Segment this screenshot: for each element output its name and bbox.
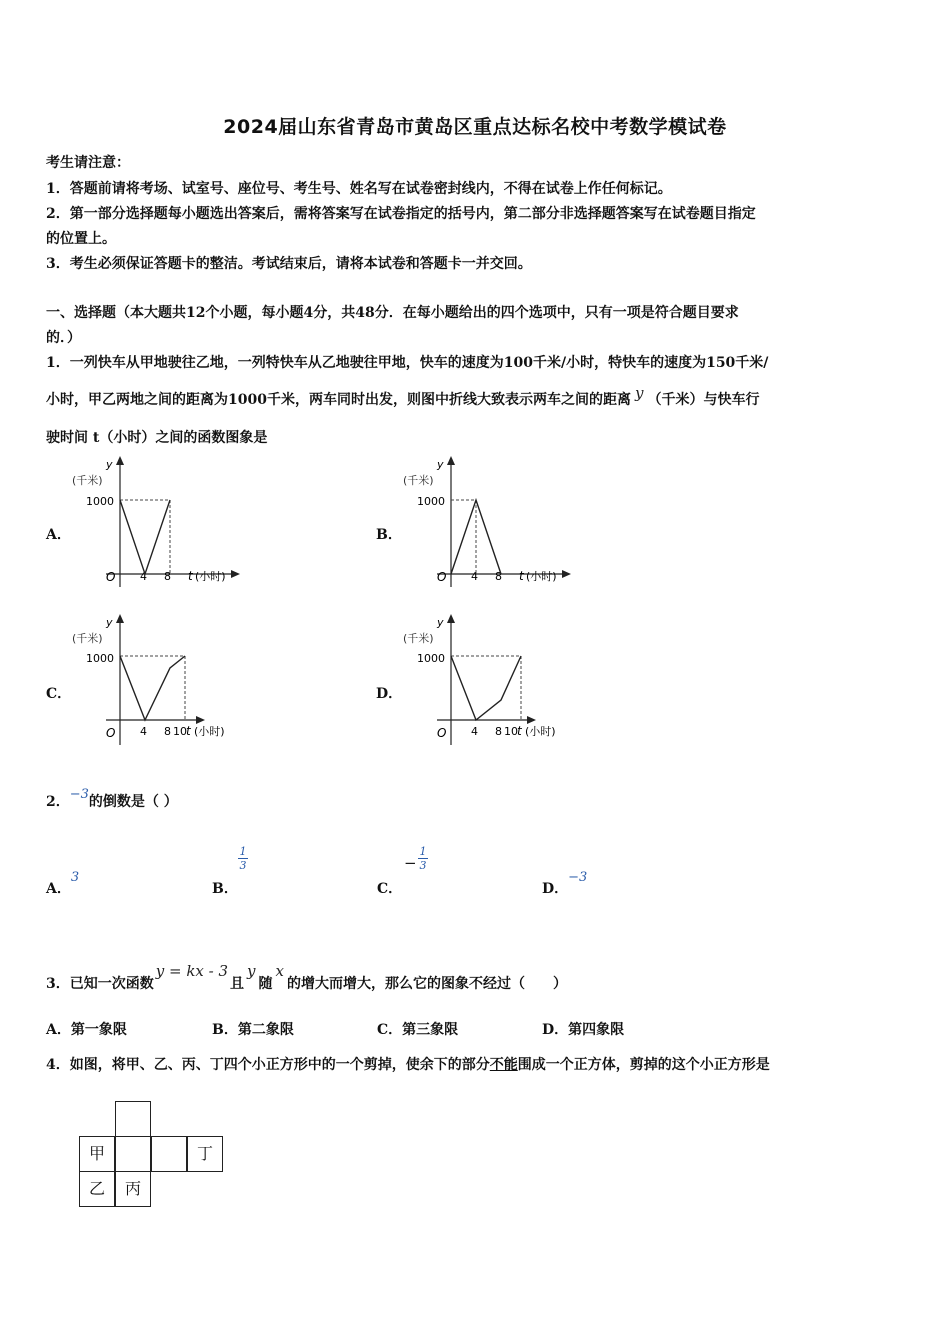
q3-var-x: x (275, 962, 284, 980)
graph-a-y-value: 1000 (86, 495, 114, 508)
notice-item-2-cont: 的位置上。 (46, 231, 116, 247)
graph-d-y-value: 1000 (417, 652, 445, 665)
q3-option-c[interactable]: C．第三象限 (377, 1022, 459, 1038)
graph-a-y-unit: (千米) (72, 474, 103, 487)
graph-d-line (451, 656, 521, 720)
q2-option-c-numerator: 1 (419, 845, 427, 858)
graph-a-tick-4: 4 (140, 570, 147, 583)
graph-b-y-unit: (千米) (403, 474, 434, 487)
q2-option-a-value: 3 (70, 870, 80, 885)
graph-a-line (120, 500, 170, 574)
graph-a-t-label: t (188, 569, 193, 583)
graph-d-t-label: t (517, 724, 522, 738)
graph-d-t-unit: (小时) (525, 725, 556, 738)
q3-expr: y = kx - 3 (155, 962, 229, 980)
q3-option-b[interactable]: B．第二象限 (212, 1022, 294, 1038)
q3-prefix: 3．已知一次函数 (46, 976, 154, 992)
graph-b-t-label: t (519, 569, 524, 583)
q2-option-d-value: −3 (568, 870, 588, 885)
q2-option-d-label: D． (542, 881, 569, 897)
q3-stem (46, 962, 567, 993)
graph-c-line (120, 656, 185, 720)
q4-text-a: 4．如图，将甲、乙、丙、丁四个小正方形中的一个剪掉，使余下的部分 (46, 1057, 490, 1073)
graph-a-y-label: y (106, 458, 113, 471)
notice-heading: 考生请注意： (46, 155, 130, 171)
graph-b-t-unit: (小时) (526, 570, 557, 583)
q2-option-c-fraction (418, 846, 428, 871)
graph-b-tick-8: 8 (495, 570, 502, 583)
graph-d-origin: O (437, 726, 447, 740)
section-heading-cont: 的．） (46, 330, 81, 346)
q1-option-d-label[interactable]: D． (376, 686, 403, 702)
notice-item-2: 2．第一部分选择题每小题选出答案后，需将答案写在试卷指定的括号内，第二部分非选择题答案写在试卷题目指定 (46, 206, 756, 222)
graph-a-tick-8: 8 (164, 570, 171, 583)
q2-option-b-label[interactable]: B． (212, 881, 238, 897)
graph-a (66, 452, 256, 597)
q1-line-2 (46, 384, 760, 409)
q2-expr: −3 (69, 787, 89, 802)
notice-item-1: 1．答题前请将考场、试室号、座位号、考生号、姓名写在试卷密封线内，不得在试卷上作任何标记。 (46, 181, 672, 197)
net-cell-jia: 甲 (79, 1136, 115, 1172)
graph-d-tick-4: 4 (471, 725, 478, 738)
graph-c-y-unit: (千米) (72, 632, 103, 645)
q3-var-y: y (247, 962, 256, 980)
q4-text-b: 围成一个正方体，剪掉的这个小正方形是 (517, 1057, 770, 1073)
graph-a-origin: O (106, 570, 116, 584)
q1-line-1: 1．一列快车从甲地驶往乙地，一列特快车从乙地驶往甲地，快车的速度为100千米/小时，特快车的速度为150千米/ (46, 355, 769, 371)
graph-d-tick-8: 8 (495, 725, 502, 738)
graph-c (66, 610, 256, 755)
graph-c-tick-8: 8 (164, 725, 171, 738)
q1-line-2a: 小时，甲乙两地之间的距离为1000千米，两车同时出发，则图中折线大致表示两车之间的距离 (46, 392, 631, 408)
graph-c-t-unit: (小时) (194, 725, 225, 738)
q4-text-underlined: 不能 (489, 1057, 518, 1073)
graph-b-tick-4: 4 (471, 570, 478, 583)
q2-option-b-denominator: 3 (239, 859, 247, 872)
graph-c-tick-10: 10 (173, 725, 187, 738)
graph-b-y-value: 1000 (417, 495, 445, 508)
net-cell-yi: 乙 (79, 1171, 115, 1207)
graph-c-origin: O (106, 726, 116, 740)
net-cell-top (115, 1101, 151, 1137)
graph-d-y-label: y (437, 616, 444, 629)
q2-option-a-label: A． (46, 881, 71, 897)
graph-b-y-label: y (437, 458, 444, 471)
net-cell-ding: 丁 (187, 1136, 223, 1172)
q2-option-a[interactable] (46, 870, 80, 898)
q1-line-2b: （千米）与快车行 (647, 392, 760, 408)
graph-d-y-unit: (千米) (403, 632, 434, 645)
q2-option-b-fraction (238, 846, 248, 871)
q3-option-a[interactable]: A．第一象限 (46, 1022, 127, 1038)
q1-option-b-label[interactable]: B． (376, 527, 402, 543)
graph-c-y-label: y (106, 616, 113, 629)
q2-option-b-numerator: 1 (239, 845, 247, 858)
q2-prefix: 2． (46, 794, 70, 810)
cube-net (79, 1101, 224, 1211)
q2-option-c-label[interactable]: C． (377, 881, 403, 897)
q3-option-d[interactable]: D．第四象限 (542, 1022, 625, 1038)
page-title: 2024届山东省青岛市黄岛区重点达标名校中考数学模试卷 (223, 116, 727, 138)
net-cell-bing: 丙 (115, 1171, 151, 1207)
graph-c-y-value: 1000 (86, 652, 114, 665)
q3-suffix: 的增大而增大，那么它的图象不经过（ ） (286, 976, 567, 992)
notice-item-3: 3．考生必须保证答题卡的整洁。考试结束后，请将本试卷和答题卡一并交回。 (46, 256, 532, 272)
q2-suffix: 的倒数是（ ） (88, 794, 178, 810)
graph-c-tick-4: 4 (140, 725, 147, 738)
q4-stem (46, 1054, 770, 1074)
graph-c-t-label: t (186, 724, 191, 738)
section-heading: 一、选择题（本大题共12个小题，每小题4分，共48分．在每小题给出的四个选项中，只有一项是符合题目要求 (46, 305, 739, 321)
graph-a-t-unit: (小时) (195, 570, 226, 583)
q1-option-c-label[interactable]: C． (46, 686, 72, 702)
q1-var-y: y (634, 384, 644, 402)
q3-mid2: 随 (258, 976, 273, 992)
q2-option-c-sign: − (404, 854, 417, 872)
q2-option-c-denominator: 3 (419, 859, 427, 872)
net-cell-middle-2 (151, 1136, 187, 1172)
net-cell-middle-1 (115, 1136, 151, 1172)
q2-option-d[interactable] (542, 870, 588, 898)
graph-b (397, 452, 587, 597)
q2-stem (46, 787, 178, 811)
graph-d (397, 610, 587, 755)
q3-mid1: 且 (230, 976, 245, 992)
graph-d-tick-10: 10 (504, 725, 518, 738)
q1-option-a-label[interactable]: A． (46, 527, 71, 543)
q1-line-3: 驶时间 t（小时）之间的函数图象是 (46, 430, 268, 446)
graph-b-origin: O (437, 570, 447, 584)
